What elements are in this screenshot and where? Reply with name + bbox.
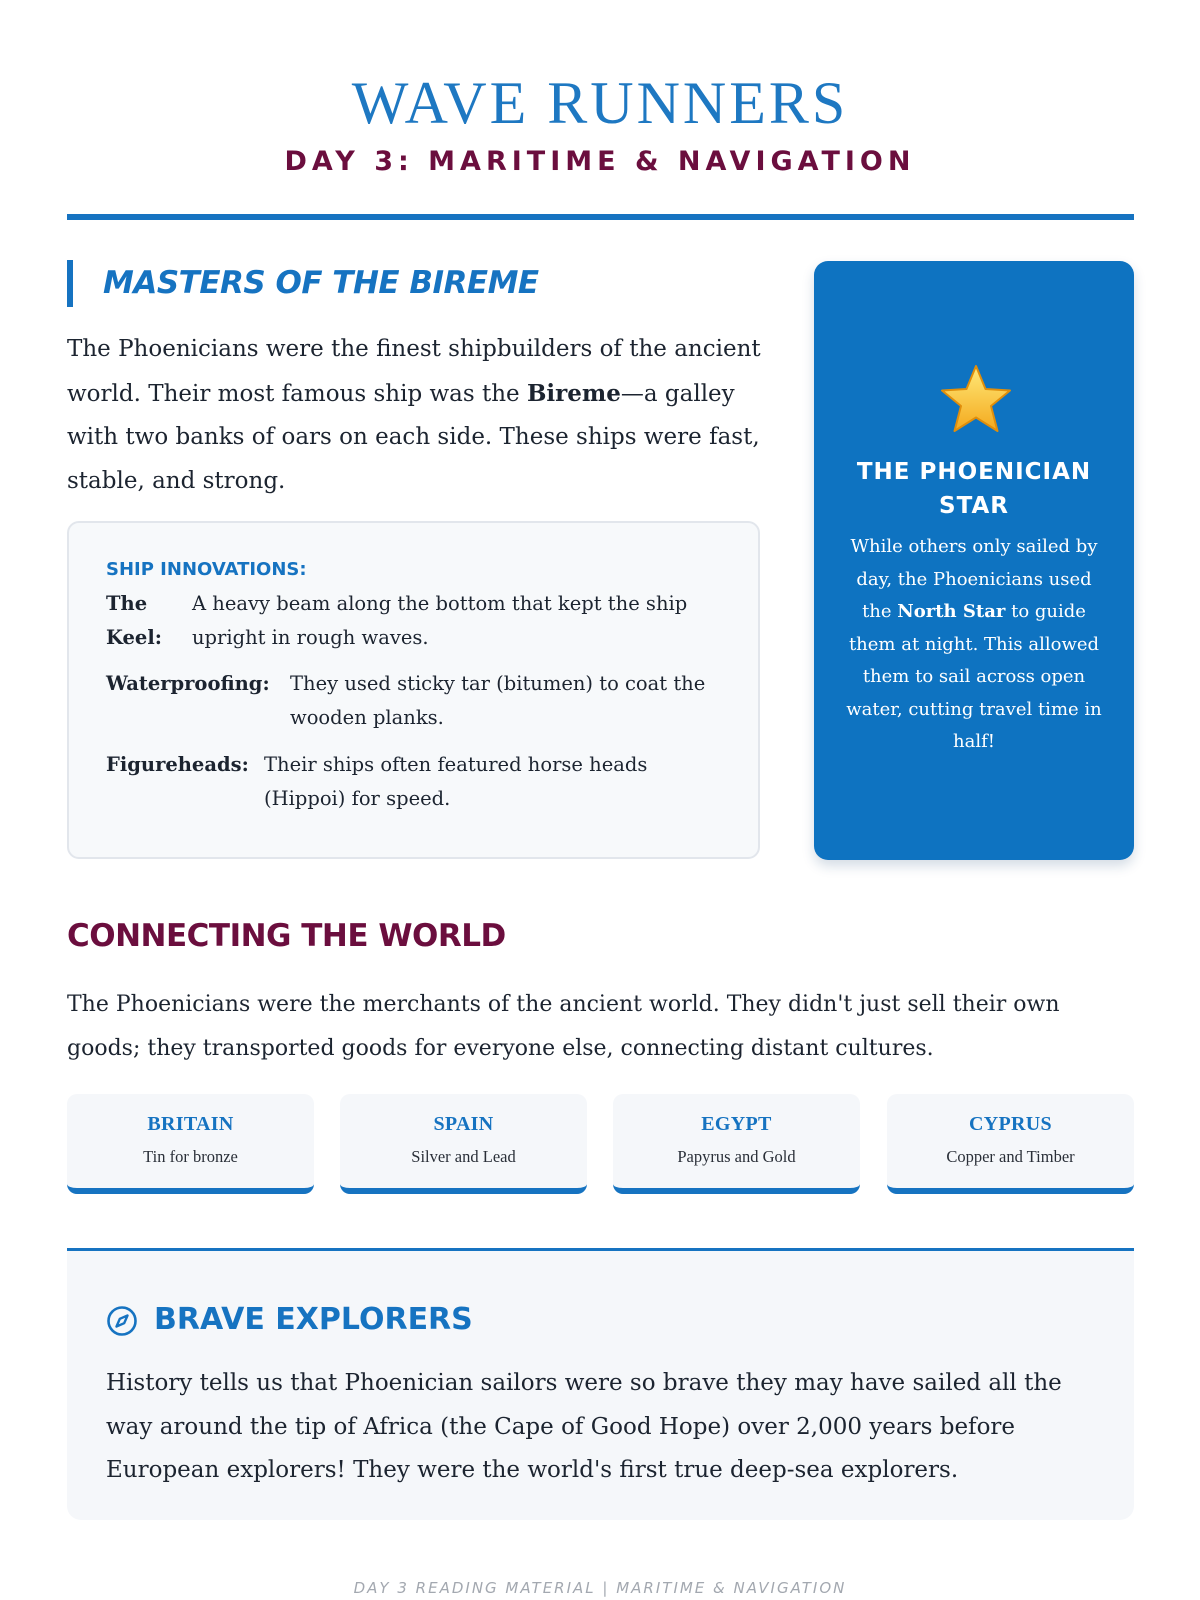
bireme-intro-bold: Bireme xyxy=(526,379,621,407)
explorers-heading: BRAVE EXPLORERS xyxy=(154,1302,473,1337)
compass-icon xyxy=(106,1305,138,1337)
star-card-title xyxy=(834,455,1114,523)
innovation-term-line: The xyxy=(106,592,148,615)
star-card-line: them to sail across open xyxy=(862,666,1086,687)
star-card-line: half! xyxy=(953,731,995,752)
star-card-text xyxy=(844,531,1104,759)
explorers-text-line: European explorers! They were the world's first true deep-sea explorers. xyxy=(106,1457,959,1483)
innovation-def-line: (Hippoi) for speed. xyxy=(264,787,451,810)
innovation-def-line: upright in rough waves. xyxy=(192,626,429,649)
world-text-line: goods; they transported goods for everyone else, connecting distant cultures. xyxy=(67,1035,934,1061)
page-footer: DAY 3 READING MATERIAL | MARITIME & NAVIGATION xyxy=(353,1579,847,1597)
explorers-text xyxy=(106,1362,1106,1493)
innovation-term xyxy=(106,587,162,655)
star-icon xyxy=(938,363,1014,435)
star-card-title-line: THE PHOENICIAN xyxy=(856,459,1092,485)
trade-tile-goods: Silver and Lead xyxy=(411,1147,516,1166)
innovation-def xyxy=(192,587,687,655)
trade-tile-egypt xyxy=(613,1094,860,1194)
star-card-line xyxy=(844,596,1104,629)
innovations-title: SHIP INNOVATIONS: xyxy=(106,559,307,580)
trade-tile-goods: Copper and Timber xyxy=(946,1147,1075,1166)
innovation-def-line: They used sticky tar (bitumen) to coat the xyxy=(290,672,706,695)
bireme-intro-text-end: —a galley with two banks of oars on each side. These ships were fast, stable, and strong. xyxy=(67,380,760,494)
star-card-title-line: STAR xyxy=(939,493,1009,519)
trade-tile-spain xyxy=(340,1094,587,1194)
bireme-intro-text: The Phoenicians were the finest shipbuilders of the ancient world. Their most famous ship was the xyxy=(67,336,761,407)
star-card-line: day, the Phoenicians used xyxy=(856,568,1092,590)
trade-partners xyxy=(67,1094,1134,1194)
bireme-heading: MASTERS OF THE BIREME xyxy=(67,260,539,307)
trade-tile-goods: Papyrus and Gold xyxy=(677,1147,796,1166)
phoenician-star-card xyxy=(814,261,1134,860)
star-card-line: them at night. This allowed xyxy=(848,633,1100,655)
header-divider xyxy=(67,214,1134,220)
innovation-item-figureheads xyxy=(106,748,726,818)
bireme-intro xyxy=(67,328,767,503)
trade-tile-name: BRITAIN xyxy=(147,1113,234,1135)
explorers-text-line: History tells us that Phoenician sailors were so brave they may have sailed all the xyxy=(106,1370,1062,1396)
innovation-term: Waterproofing: xyxy=(106,672,270,695)
trade-tile-britain xyxy=(67,1094,314,1194)
star-card-line: While others only sailed by xyxy=(850,536,1098,557)
star-card-line: water, cutting travel time in xyxy=(846,698,1102,720)
trade-tile-name: SPAIN xyxy=(433,1113,494,1135)
innovation-def-line: Their ships often featured horse heads xyxy=(264,753,648,776)
innovation-item-keel xyxy=(106,587,726,657)
page-title: WAVE RUNNERS xyxy=(351,70,849,136)
world-text-line: The Phoenicians were the merchants of the ancient world. They didn't just sell their own xyxy=(67,992,1060,1017)
innovation-term-line: Keel: xyxy=(106,626,162,649)
trade-tile-cyprus xyxy=(887,1094,1134,1194)
world-text xyxy=(67,983,1142,1070)
trade-tile-goods: Tin for bronze xyxy=(143,1147,238,1166)
ship-innovations-box xyxy=(67,521,760,859)
world-heading: CONNECTING THE WORLD xyxy=(67,918,506,954)
innovation-def xyxy=(290,667,705,735)
star-card-text-part: to guide xyxy=(1005,601,1086,622)
innovation-def-line: A heavy beam along the bottom that kept the ship xyxy=(192,592,688,615)
innovation-item-waterproofing xyxy=(106,667,726,737)
north-star-bold: North Star xyxy=(897,601,1006,622)
innovation-def-line: wooden planks. xyxy=(290,706,444,729)
explorers-text-line: way around the tip of Africa (the Cape of Good Hope) over 2,000 years before xyxy=(106,1413,1016,1440)
page-subtitle: DAY 3: MARITIME & NAVIGATION xyxy=(284,146,916,177)
trade-tile-name: CYPRUS xyxy=(969,1113,1052,1135)
brave-explorers-box xyxy=(67,1248,1134,1520)
star-card-text-part: the xyxy=(862,601,898,622)
trade-tile-name: EGYPT xyxy=(701,1113,772,1135)
innovation-term: Figureheads: xyxy=(106,753,249,776)
innovation-def xyxy=(264,748,647,816)
